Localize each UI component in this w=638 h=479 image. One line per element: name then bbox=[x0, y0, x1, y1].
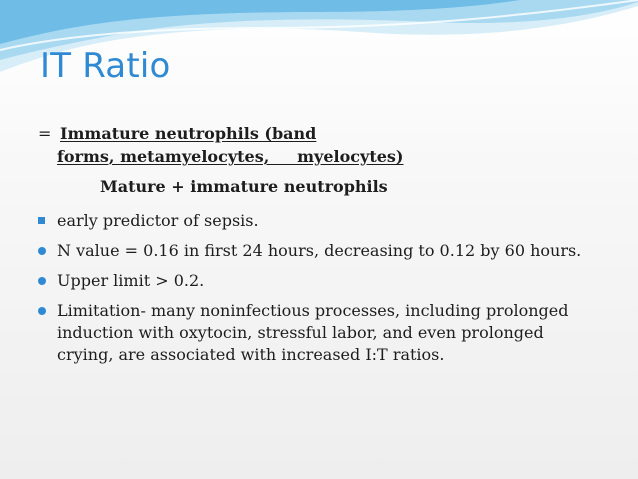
formula-denominator: Mature + immature neutrophils bbox=[100, 177, 388, 196]
bullet-item bbox=[38, 240, 598, 262]
equals-sign: = bbox=[38, 124, 52, 143]
bullet-text: early predictor of sepsis. bbox=[57, 211, 259, 230]
bullet-list bbox=[38, 210, 598, 374]
formula-numerator-line-1 bbox=[38, 122, 598, 145]
round-bullet-icon bbox=[38, 277, 46, 285]
bullet-item bbox=[38, 270, 598, 292]
bullet-item bbox=[38, 300, 598, 366]
bullet-text: Limitation- many noninfectious processes, including prolonged induction with oxytocin, stressful labor, and even prolonged crying, are associated with increased I:T ratios. bbox=[57, 301, 569, 364]
bullet-item bbox=[38, 210, 598, 232]
formula-numerator-line-2 bbox=[38, 145, 598, 168]
formula-numerator-text-2: forms, metamyelocytes, myelocytes) bbox=[57, 147, 404, 166]
round-bullet-icon bbox=[38, 247, 46, 255]
slide-title: IT Ratio bbox=[40, 46, 171, 86]
square-bullet-icon bbox=[38, 217, 45, 224]
round-bullet-icon bbox=[38, 307, 46, 315]
it-ratio-formula bbox=[38, 122, 598, 198]
bullet-text: Upper limit > 0.2. bbox=[57, 271, 205, 290]
bullet-text: N value = 0.16 in first 24 hours, decreasing to 0.12 by 60 hours. bbox=[57, 241, 582, 260]
formula-numerator-text-1: Immature neutrophils (band bbox=[60, 124, 317, 143]
